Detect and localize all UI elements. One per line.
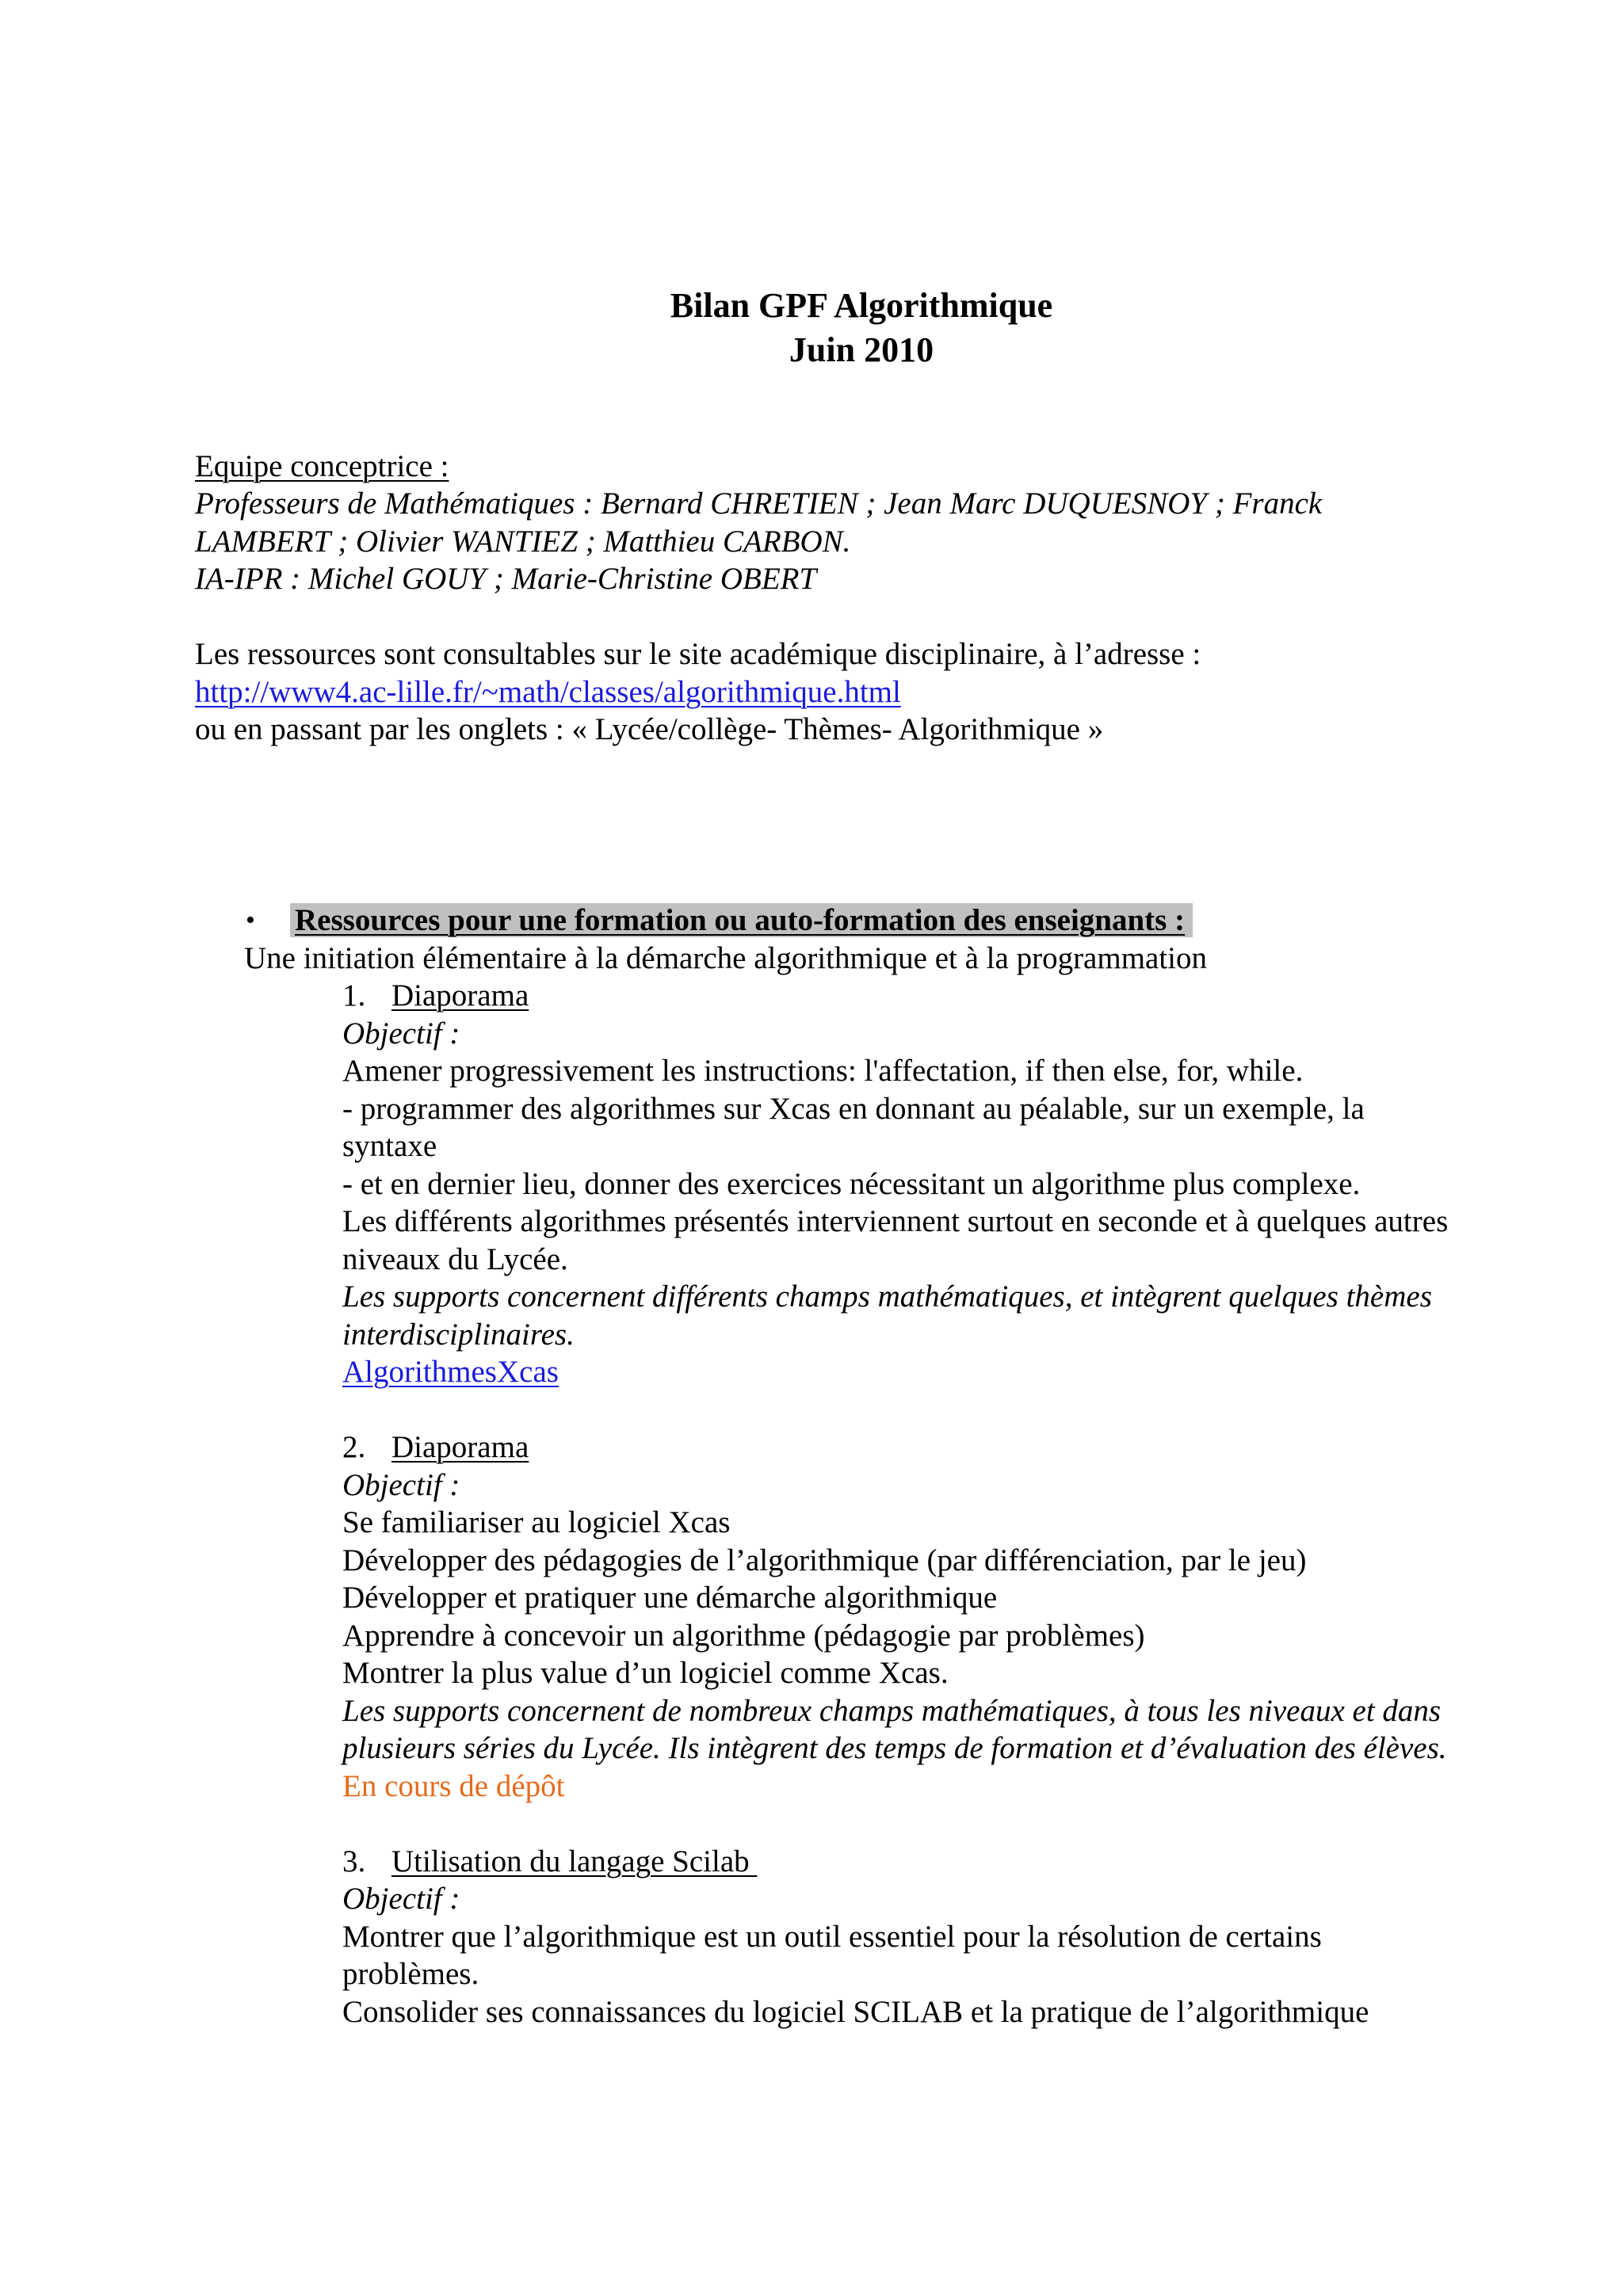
item-1-link[interactable]: AlgorithmesXcas [342, 1355, 559, 1389]
item-2-line: Développer et pratiquer une démarche algorithmique [342, 1581, 998, 1615]
item-1-line: - programmer des algorithmes sur Xcas en donnant au péalable, sur un exemple, la [342, 1092, 1365, 1126]
team-profs-line1: Professeurs de Mathématiques : Bernard CHRETIEN ; Jean Marc DUQUESNOY ; Franck [195, 486, 1323, 521]
item-1-line: - et en dernier lieu, donner des exercices nécessitant un algorithme plus complexe. [342, 1167, 1361, 1201]
item-3-line: Consolider ses connaissances du logiciel SCILAB et la pratique de l’algorithmique [342, 1995, 1369, 2029]
item-2-title: Diaporama [391, 1430, 529, 1464]
item-1-number: 1. [342, 978, 366, 1013]
item-1-objective-label: Objectif : [342, 1016, 460, 1051]
item-1-line: syntaxe [342, 1129, 437, 1163]
team-profs-line2: LAMBERT ; Olivier WANTIEZ ; Matthieu CARBON. [195, 524, 851, 559]
item-1-heading [342, 977, 529, 1015]
item-2-heading [342, 1428, 529, 1466]
item-1-title: Diaporama [391, 978, 529, 1013]
section-heading-text: Ressources pour une formation ou auto-formation des enseignants : [290, 903, 1193, 937]
resources-intro-line: Les ressources sont consultables sur le site académique disciplinaire, à l’adresse : [195, 637, 1201, 671]
item-3-title: Utilisation du langage Scilab [391, 1844, 758, 1878]
item-3-objective-label: Objectif : [342, 1882, 460, 1916]
item-1-line: Les différents algorithmes présentés interviennent surtout en seconde et à quelques autres [342, 1204, 1449, 1238]
item-2-line: Développer des pédagogies de l’algorithmique (par différenciation, par le jeu) [342, 1543, 1307, 1577]
item-2-italic-line: plusieurs séries du Lycée. Ils intègrent des temps de formation et d’évaluation des élèves. [342, 1731, 1447, 1765]
item-2-line: Montrer la plus value d’un logiciel comme Xcas. [342, 1656, 949, 1690]
item-2-italic-line: Les supports concernent de nombreux champs mathématiques, à tous les niveaux et dans [342, 1694, 1442, 1728]
item-3-line: Montrer que l’algorithmique est un outil essentiel pour la résolution de certains [342, 1920, 1322, 1954]
resources-url-link[interactable]: http://www4.ac-lille.fr/~math/classes/algorithmique.html [195, 675, 901, 709]
item-3-line: problèmes. [342, 1957, 479, 1991]
section-subtitle: Une initiation élémentaire à la démarche algorithmique et à la programmation [244, 941, 1208, 975]
document-title: Bilan GPF Algorithmique [670, 286, 1053, 325]
item-3-number: 3. [342, 1844, 366, 1878]
team-label: Equipe conceptrice : [195, 449, 449, 483]
section-heading [290, 902, 1193, 940]
document-date: Juin 2010 [789, 330, 934, 369]
item-1-line: niveaux du Lycée. [342, 1242, 568, 1276]
item-3-heading [342, 1843, 757, 1881]
team-iapr: IA-IPR : Michel GOUY ; Marie-Christine OBERT [195, 562, 817, 596]
item-2-line: Se familiariser au logiciel Xcas [342, 1505, 731, 1539]
item-2-objective-label: Objectif : [342, 1468, 460, 1502]
item-2-status: En cours de dépôt [342, 1769, 565, 1803]
item-1-italic-line: interdisciplinaires. [342, 1318, 575, 1352]
item-2-line: Apprendre à concevoir un algorithme (pédagogie par problèmes) [342, 1619, 1145, 1653]
item-1-italic-line: Les supports concernent différents champs mathématiques, et intègrent quelques thèmes [342, 1280, 1432, 1314]
resources-tabs-line: ou en passant par les onglets : « Lycée/collège- Thèmes- Algorithmique » [195, 712, 1104, 746]
bullet-icon: • [246, 906, 255, 935]
item-2-number: 2. [342, 1430, 366, 1464]
item-1-line: Amener progressivement les instructions: l'affectation, if then else, for, while. [342, 1054, 1304, 1088]
